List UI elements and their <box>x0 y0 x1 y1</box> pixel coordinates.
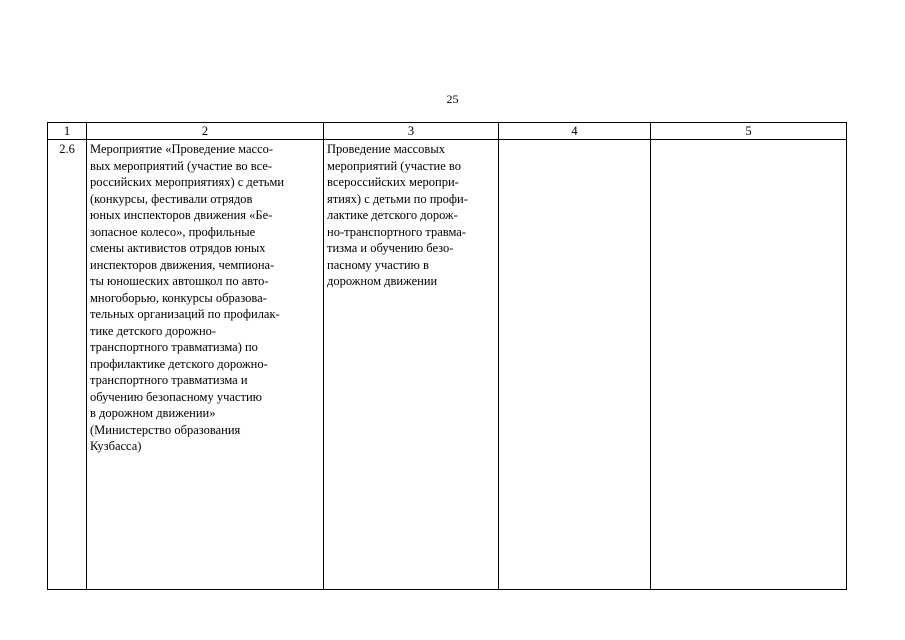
measure-description-cell <box>87 140 324 590</box>
table-header-row <box>48 123 847 140</box>
measure-result-cell <box>324 140 499 590</box>
column-5-value <box>651 140 846 141</box>
column-header-3: 3 <box>324 123 499 140</box>
row-number: 2.6 <box>59 142 75 156</box>
column-header-2: 2 <box>87 123 324 140</box>
measure-description: Мероприятие «Проведение массо- вых мероприятий (участие во все- российских мероприятиях) с детьми (конкурсы, фестивали отрядов юных инспекторов движения «Бе- зопасное колесо», профильные смены активистов отрядов юных инспекторов движения, чемпиона- ты юношеских автошкол по авто- многоборью, конкурсы образова- тельных организаций по профилак- тике детского дорожно- транспортного травматизма) по профилактике детского дорожно- транспортного травматизма и обучению безопасному участию в дорожном движении» (Министерство образования Кузбасса) <box>90 142 285 453</box>
column-header-4: 4 <box>499 123 651 140</box>
page-number: 25 <box>446 92 459 106</box>
row-number-cell <box>48 140 87 590</box>
column-4-cell <box>499 140 651 590</box>
column-header-5: 5 <box>651 123 847 140</box>
measure-result: Проведение массовых мероприятий (участие во всероссийских меропри- ятиях) с детьми по профи- лактике детского дорож- но-транспортного травма- тизма и обучению безо- пасному участию в дорожном движении <box>327 142 468 288</box>
column-4-value <box>499 140 650 141</box>
column-header-1: 1 <box>48 123 87 140</box>
measures-table <box>47 122 847 590</box>
table-row <box>48 140 847 590</box>
column-5-cell <box>651 140 847 590</box>
